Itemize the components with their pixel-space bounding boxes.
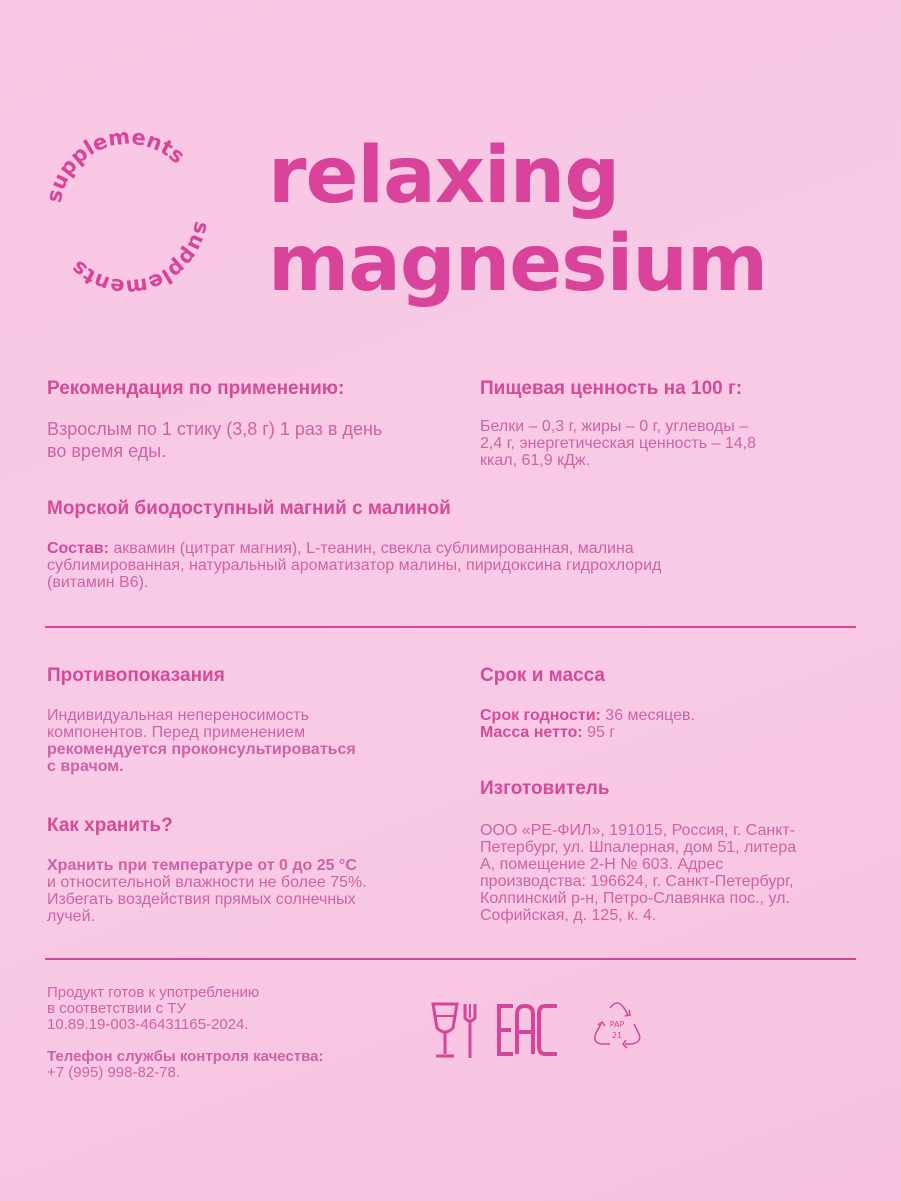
shelf-life-value: 36 месяцев.	[600, 707, 695, 724]
manufacturer-line-1: ООО «РЕ-ФИЛ», 191015, Россия, г. Санкт-	[480, 822, 796, 839]
footer-line-3: 10.89.19-003-46431165-2024.	[47, 1016, 249, 1033]
shelf-heading: Срок и масса	[480, 665, 605, 686]
net-mass-label: Масса нетто:	[480, 724, 583, 741]
glass-fork-icon	[430, 1002, 480, 1060]
manufacturer-heading: Изготовитель	[480, 778, 610, 799]
manufacturer-line-3: А, помещение 2-Н № 603. Адрес	[480, 856, 724, 873]
composition-line-2: сублимированная, натуральный ароматизатор малины, пиридоксина гидрохлорид	[47, 557, 662, 574]
nutrition-line-3: ккал, 61,9 кДж.	[480, 452, 591, 469]
phone-value: +7 (995) 998-82-78.	[47, 1064, 181, 1081]
contraindications-heading: Противопоказания	[47, 665, 225, 686]
usage-heading: Рекомендация по применению:	[47, 378, 345, 399]
manufacturer-line-5: Колпинский р-н, Петро-Славянка пос., ул.	[480, 890, 790, 907]
composition-line-1	[47, 540, 847, 557]
manufacturer-line-4: производства: 196624, г. Санкт-Петербург,	[480, 873, 794, 890]
manufacturer-section	[480, 778, 880, 924]
usage-line-1: Взрослым по 1 стику (3,8 г) 1 раз в день	[47, 419, 383, 439]
divider-1	[45, 626, 856, 628]
footer-line-2: в соответствии с ТУ	[47, 1000, 186, 1017]
storage-line-4: лучей.	[47, 908, 95, 925]
composition-text-1: аквамин (цитрат магния), L-теанин, свекла сублимированная, малина	[108, 540, 634, 557]
storage-line-2: и относительной влажности не более 75%.	[47, 874, 367, 891]
manufacturer-line-6: Софийская, д. 125, к. 4.	[480, 907, 657, 924]
footer-section	[47, 985, 407, 1081]
footer-line-1: Продукт готов к употреблению	[47, 984, 260, 1001]
recycle-code: PAP	[609, 1020, 625, 1029]
nutrition-line-2: 2,4 г, энергетическая ценность – 14,8	[480, 435, 757, 452]
phone-label: Телефон службы контроля качества:	[47, 1048, 324, 1065]
contra-line-2: компонентов. Перед применением	[47, 724, 306, 741]
shelf-life-line	[480, 707, 860, 724]
composition-line-3: (витамин В6).	[47, 574, 149, 591]
recycle-number: 21	[611, 1031, 623, 1040]
nutrition-section	[480, 378, 860, 469]
product-title	[268, 132, 767, 308]
storage-line-1: Хранить при температуре от 0 до 25 °C	[47, 857, 357, 874]
recycling-pap-icon	[592, 1000, 642, 1060]
storage-line-3: Избегать воздействия прямых солнечных	[47, 891, 356, 908]
shelf-life-label: Срок годности:	[480, 707, 601, 724]
contra-line-1: Индивидуальная непереносимость	[47, 707, 309, 724]
badge-text-top: supplements	[41, 124, 190, 205]
net-mass-value: 95 г	[582, 724, 616, 741]
nutrition-line-1: Белки – 0,3 г, жиры – 0 г, углеводы –	[480, 418, 749, 435]
net-mass-line	[480, 724, 860, 741]
usage-section	[47, 378, 447, 462]
title-line-1: relaxing	[268, 131, 620, 221]
contra-line-4: с врачом.	[47, 758, 124, 775]
storage-heading: Как хранить?	[47, 815, 173, 836]
shelf-section	[480, 665, 860, 741]
contra-line-3: рекомендуется проконсультироваться	[47, 741, 356, 758]
composition-label: Состав:	[47, 540, 109, 557]
eac-mark-icon	[497, 1004, 561, 1056]
manufacturer-line-2: Петербург, ул. Шпалерная, дом 51, литера	[480, 839, 797, 856]
usage-line-2: во время еды.	[47, 441, 167, 461]
nutrition-heading: Пищевая ценность на 100 г:	[480, 378, 743, 399]
title-line-2: magnesium	[268, 219, 768, 309]
badge-text-bottom: supplements	[66, 219, 215, 300]
product-subtitle: Морской биодоступный магний с малиной	[47, 498, 451, 519]
divider-2	[45, 958, 856, 960]
contraindications-section	[47, 665, 447, 775]
supplements-badge	[38, 122, 218, 302]
storage-section	[47, 815, 447, 925]
product-section	[47, 498, 847, 591]
